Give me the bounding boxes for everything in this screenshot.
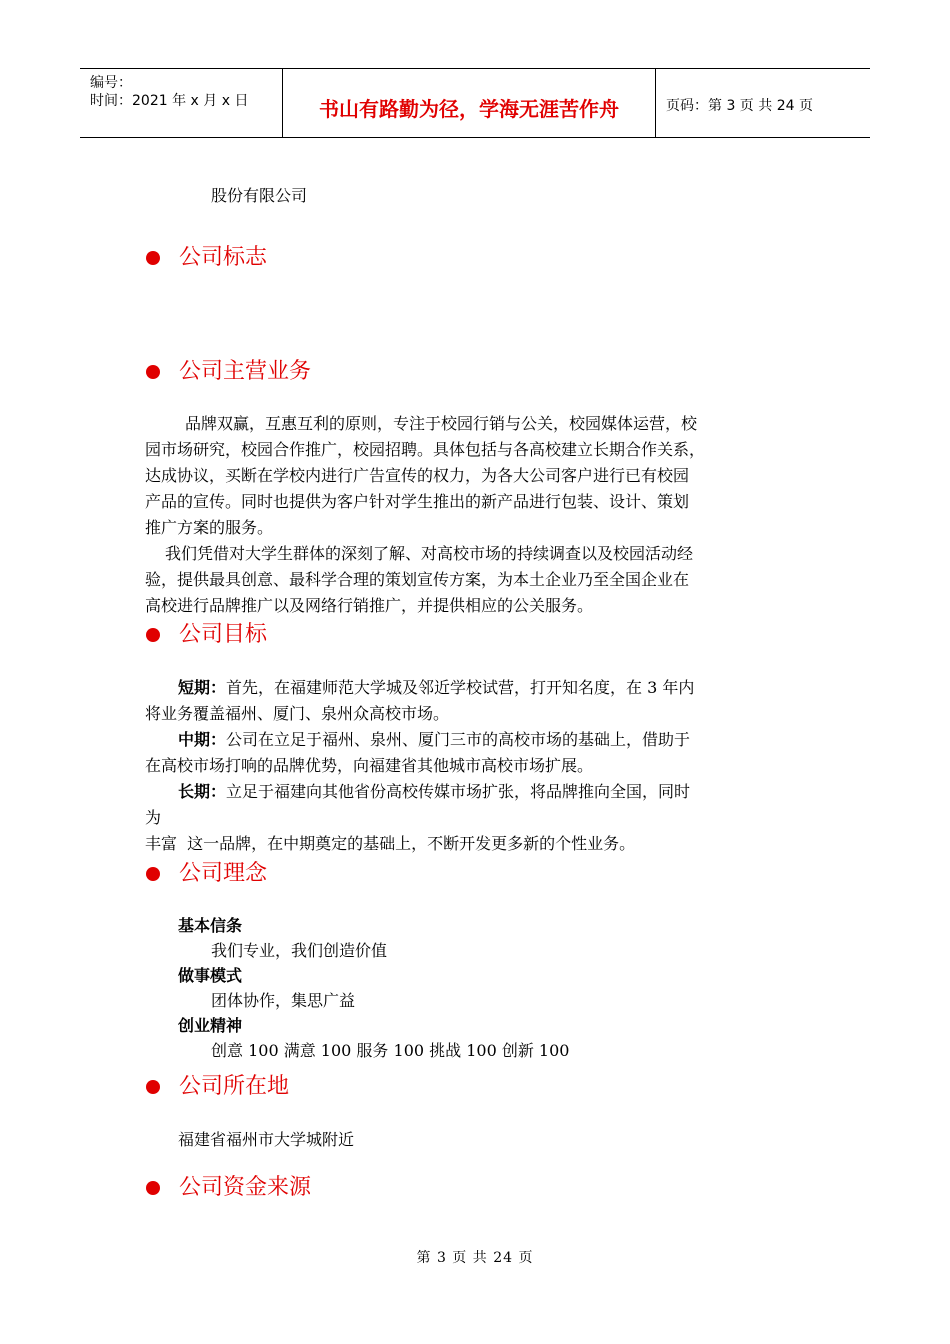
goals-list	[145, 675, 810, 857]
text-line: 我们凭借对大学生群体的深刻了解、对高校市场的持续调查以及校园活动经	[165, 544, 694, 563]
page-info: 页码：第 3 页 共 24 页	[666, 98, 813, 114]
header-motto-cell	[283, 69, 656, 137]
goal-label: 长期：	[178, 782, 227, 801]
time-label: 时间：2021 年 x 月 x 日	[90, 93, 249, 109]
bullet-icon	[146, 628, 160, 642]
goal-label: 短期：	[178, 678, 227, 697]
bullet-icon	[146, 867, 160, 881]
spirit-label: 创业精神	[178, 1016, 243, 1035]
goal-short	[145, 675, 810, 701]
text-line: 首先，在福建师范大学城及邻近学校试营，打开知名度，在 3 年内	[226, 678, 695, 697]
text-line: 在高校市场打响的品牌优势，向福建省其他城市高校市场扩展。	[145, 756, 594, 775]
belief-text: 我们专业，我们创造价值	[211, 941, 388, 960]
bullet-icon	[146, 1080, 160, 1094]
section-title: 公司理念	[179, 861, 268, 886]
section-title: 公司标志	[179, 245, 268, 270]
text-line: 高校进行品牌推广以及网络行销推广，并提供相应的公关服务。	[145, 596, 594, 615]
mode-label: 做事模式	[178, 966, 243, 985]
text-line: 推广方案的服务。	[145, 518, 274, 537]
text-line: 将业务覆盖福州、厦门、泉州众高校市场。	[145, 704, 450, 723]
spirit-text: 创意 100 满意 100 服务 100 挑战 100 创新 100	[211, 1041, 570, 1060]
intro-fragment: 股份有限公司	[211, 186, 308, 205]
text-line: 丰富 这一品牌，在中期奠定的基础上，不断开发更多新的个性业务。	[145, 834, 636, 853]
bullet-icon	[146, 365, 160, 379]
text-line: 品牌双赢，互惠互利的原则，专注于校园行销与公关，校园媒体运营，校	[185, 414, 698, 433]
goal-label: 中期：	[178, 730, 227, 749]
section-title: 公司资金来源	[179, 1175, 312, 1200]
header-page-cell	[656, 69, 870, 137]
section-title: 公司所在地	[179, 1074, 290, 1099]
number-label: 编号：	[90, 75, 132, 91]
goal-mid	[145, 727, 810, 753]
document-header	[80, 68, 870, 138]
bullet-icon	[146, 251, 160, 265]
section-title: 公司主营业务	[179, 359, 312, 384]
text-line: 公司在立足于福州、泉州、厦门三市的高校市场的基础上，借助于	[226, 730, 691, 749]
goal-long	[145, 779, 810, 805]
bullet-icon	[146, 1181, 160, 1195]
belief-label: 基本信条	[178, 916, 243, 935]
mode-text: 团体协作，集思广益	[211, 991, 356, 1010]
business-description	[145, 411, 810, 619]
text-line: 产品的宣传。同时也提供为客户针对学生推出的新产品进行包装、设计、策划	[145, 492, 690, 511]
motto: 书山有路勤为径，学海无涯苦作舟	[319, 97, 619, 121]
header-meta-cell	[80, 69, 283, 137]
text-line: 立足于福建向其他省份高校传媒市场扩张，将品牌推向全国，同时	[226, 782, 691, 801]
location-text: 福建省福州市大学城附近	[178, 1130, 355, 1149]
text-line: 为	[145, 808, 162, 827]
text-line: 园市场研究，校园合作推广，校园招聘。具体包括与各高校建立长期合作关系，	[145, 440, 706, 459]
section-title: 公司目标	[179, 622, 268, 647]
text-line: 达成协议，买断在学校内进行广告宣传的权力，为各大公司客户进行已有校园	[145, 466, 690, 485]
page-footer: 第 3 页 共 24 页	[416, 1250, 534, 1266]
text-line: 验，提供最具创意、最科学合理的策划宣传方案，为本土企业乃至全国企业在	[145, 570, 690, 589]
